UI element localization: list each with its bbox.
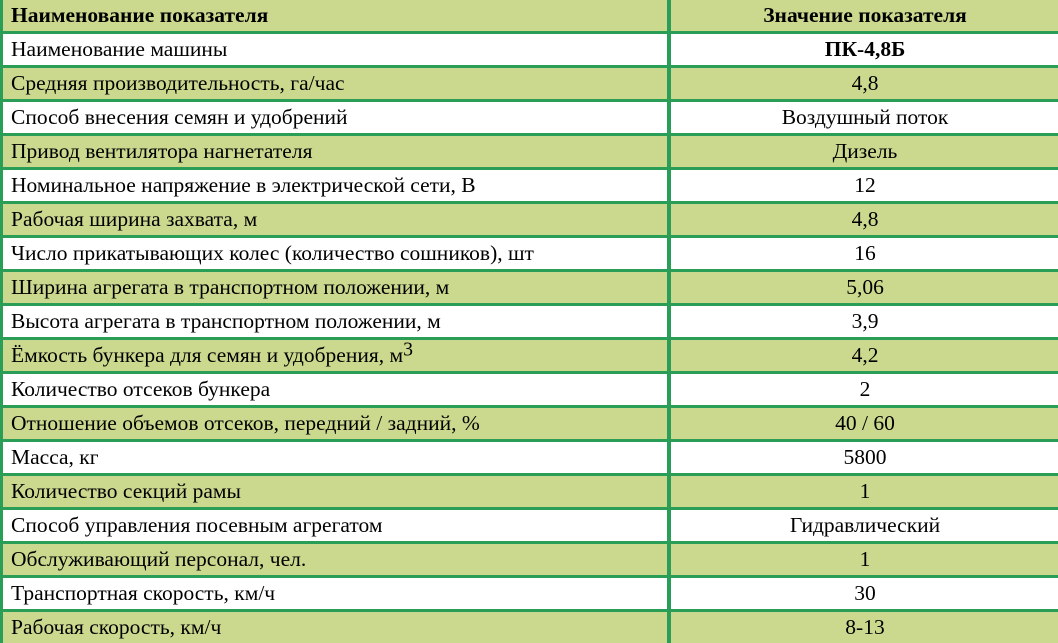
parameter-value-cell: 4,2 [851,343,879,367]
parameter-name-cell [2,339,669,373]
parameter-name-text: Наименование машины [11,37,228,61]
parameter-name-text: Ширина агрегата в транспортном положении, м [11,275,450,299]
table-row [2,305,1058,339]
parameter-name-cell [2,135,669,169]
parameter-name-text: Способ управления посевным агрегатом [11,513,383,537]
parameter-value-cell: 16 [854,241,876,265]
table-row [2,373,1058,407]
parameter-value-cell: 40 / 60 [835,411,895,435]
parameter-name-text: Количество секций рамы [11,479,241,503]
table-row [2,577,1058,611]
cubic-meter-superscript: 3 [403,338,413,361]
parameter-value-cell: Дизель [832,139,898,163]
parameter-value-cell: 5800 [843,445,887,469]
parameter-name-cell [2,509,669,543]
parameter-value-cell: 30 [854,581,876,605]
table-row [2,407,1058,441]
parameter-name-text: Высота агрегата в транспортном положении, м [11,309,441,333]
parameter-name-text: Ёмкость бункера для семян и удобрения, м [11,343,404,367]
table-row [2,135,1058,169]
table-row [2,271,1058,305]
parameter-name-cell [2,475,669,509]
parameter-name-cell [2,33,669,67]
parameter-name-text: Рабочая скорость, км/ч [11,615,222,639]
parameter-value-cell: 8-13 [845,615,885,639]
parameter-value-cell: 3,9 [851,309,879,333]
parameter-name-text: Отношение объемов отсеков, передний / задний, % [11,411,480,435]
parameter-name-text: Средняя производительность, га/час [11,71,345,95]
parameter-name-cell [2,611,669,643]
table-row [2,33,1058,67]
parameter-name-text: Привод вентилятора нагнетателя [11,139,313,163]
parameter-value-cell: 12 [854,173,876,197]
parameter-name-cell [2,101,669,135]
table-row [2,169,1058,203]
parameter-name-cell [2,543,669,577]
table-row [2,611,1058,643]
parameter-name-text: Способ внесения семян и удобрений [11,105,348,129]
parameter-name-text: Номинальное напряжение в электрической сети, В [11,173,476,197]
parameter-name-cell [2,373,669,407]
parameter-name-cell [2,237,669,271]
parameter-name-text: Масса, кг [11,445,99,469]
column-header-parameter-name: Наименование показателя [2,0,669,33]
table-row [2,543,1058,577]
parameter-value-cell: 1 [859,547,871,571]
parameter-name-text: Транспортная скорость, км/ч [11,581,276,605]
table-row [2,237,1058,271]
parameter-name-cell [2,203,669,237]
table-row [2,101,1058,135]
parameter-value-cell: Воздушный поток [781,105,949,129]
parameter-value-cell: 4,8 [851,71,879,95]
parameter-value-cell: ПК-4,8Б [824,37,906,61]
table-header-row [2,0,1058,33]
table-row [2,67,1058,101]
table-row [2,475,1058,509]
table-row [2,441,1058,475]
parameter-name-cell [2,169,669,203]
parameter-name-cell [2,577,669,611]
parameter-name-text: Число прикатывающих колес (количество сошников), шт [11,241,534,265]
parameter-name-cell [2,407,669,441]
parameter-value-cell: Гидравлический [789,513,941,537]
parameter-name-cell [2,441,669,475]
parameter-value-cell: 2 [859,377,871,401]
parameter-name-text: Количество отсеков бункера [11,377,271,401]
table-row [2,203,1058,237]
parameter-value-cell: 5,06 [846,275,884,299]
parameter-name-cell [2,305,669,339]
parameter-value-cell: 1 [859,479,871,503]
table-row [2,339,1058,373]
parameter-name-cell [2,271,669,305]
column-header-parameter-value: Значение показателя [763,3,967,27]
table-row [2,509,1058,543]
parameter-name-text: Рабочая ширина захвата, м [11,207,258,231]
parameter-name-text: Обслуживающий персонал, чел. [11,547,307,571]
parameter-name-cell [2,67,669,101]
parameter-value-cell: 4,8 [851,207,879,231]
